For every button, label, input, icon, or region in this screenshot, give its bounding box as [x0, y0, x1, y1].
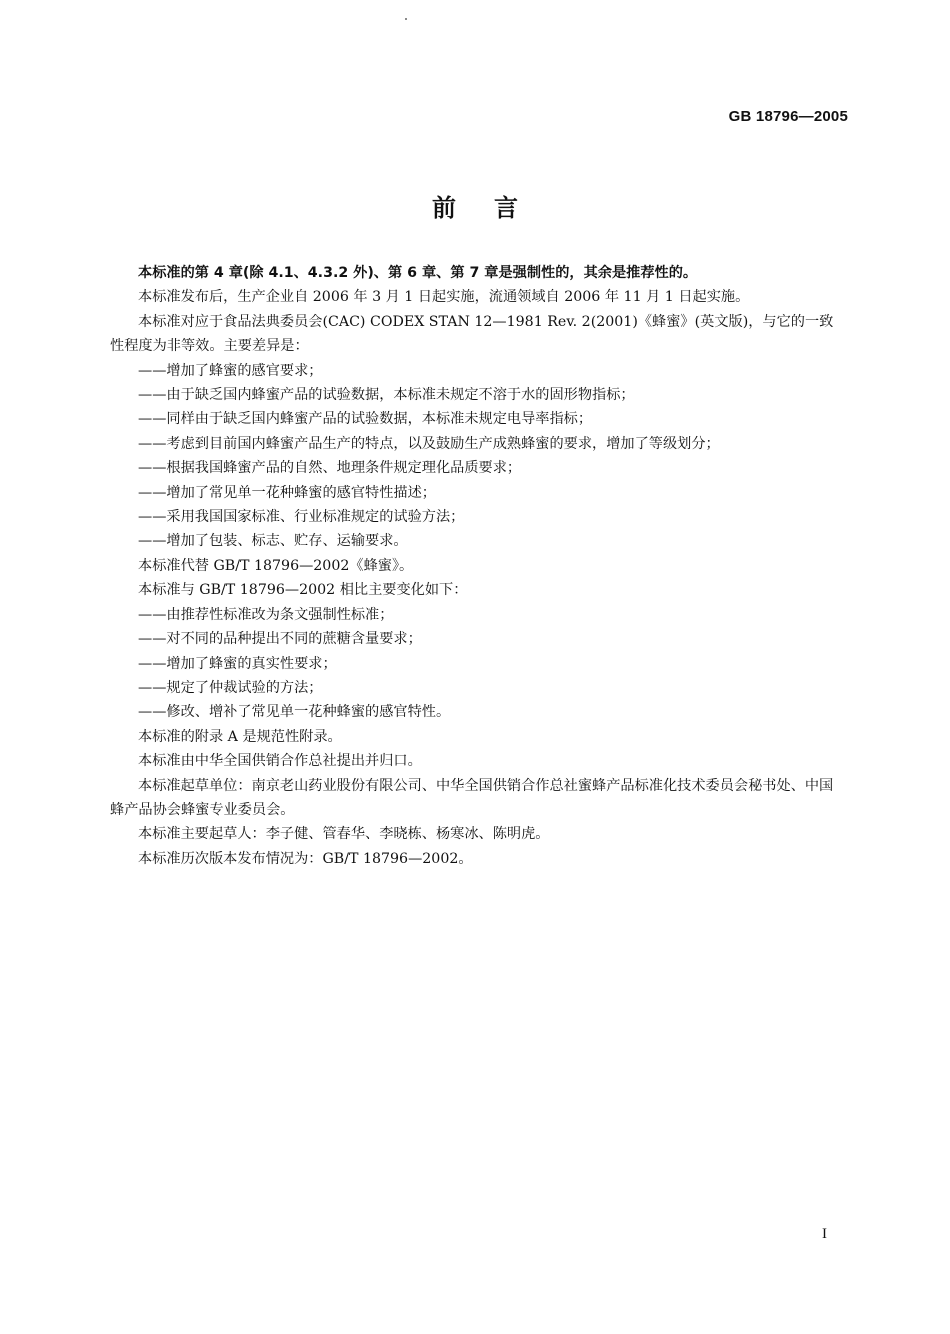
list-item: ——增加了包装、标志、贮存、运输要求。	[138, 533, 408, 550]
changes-list	[110, 603, 845, 725]
page-title: 前言	[432, 194, 556, 222]
paragraph-mandatory-chapters: 本标准的第 4 章(除 4.1、4.3.2 外)、第 6 章、第 7 章是强制性的，其余是推荐性的。	[138, 265, 698, 281]
list-item: ——修改、增补了常见单一花种蜂蜜的感官特性。	[138, 704, 451, 721]
list-item: ——对不同的品种提出不同的蔗糖含量要求；	[138, 631, 422, 648]
differences-list	[110, 359, 845, 554]
foreword-body	[110, 261, 845, 871]
paragraph-proposer: 本标准由中华全国供销合作总社提出并归口。	[138, 753, 422, 770]
list-item: ——根据我国蜂蜜产品的自然、地理条件规定理化品质要求；	[138, 460, 522, 477]
list-item: ——由推荐性标准改为条文强制性标准；	[138, 606, 394, 623]
list-item: ——增加了蜂蜜的真实性要求；	[138, 655, 337, 672]
scan-speck	[405, 18, 407, 20]
document-code: GB 18796—2005	[728, 108, 848, 125]
list-item: ——考虑到目前国内蜂蜜产品生产的特点，以及鼓励生产成熟蜂蜜的要求，增加了等级划分；	[138, 435, 720, 452]
list-item: ——增加了蜂蜜的感官要求；	[138, 362, 323, 379]
page-number: I	[822, 1226, 827, 1242]
paragraph-implementation-dates: 本标准发布后，生产企业自 2006 年 3 月 1 日起实施，流通领域自 2006 年 11 月 1 日起实施。	[138, 289, 750, 306]
list-item: ——由于缺乏国内蜂蜜产品的试验数据，本标准未规定不溶于水的固形物指标；	[138, 387, 635, 404]
list-item: ——同样由于缺乏国内蜂蜜产品的试验数据，本标准未规定电导率指标；	[138, 411, 593, 428]
paragraph-drafting-units: 本标准起草单位：南京老山药业股份有限公司、中华全国供销合作总社蜜蜂产品标准化技术委员会秘书处、中国蜂产品协会蜂蜜专业委员会。	[110, 777, 834, 818]
paragraph-replaces: 本标准代替 GB/T 18796—2002《蜂蜜》。	[138, 557, 414, 574]
list-item: ——增加了常见单一花种蜂蜜的感官特性描述；	[138, 484, 436, 501]
paragraph-version-history: 本标准历次版本发布情况为：GB/T 18796—2002。	[138, 850, 473, 867]
paragraph-appendix: 本标准的附录 A 是规范性附录。	[138, 728, 342, 745]
paragraph-codex-correspondence: 本标准对应于食品法典委员会(CAC) CODEX STAN 12—1981 Rev. 2(2001)《蜂蜜》(英文版)，与它的一致性程度为非等效。主要差异是：	[110, 313, 834, 355]
list-item: ——规定了仲裁试验的方法；	[138, 679, 323, 696]
paragraph-main-changes: 本标准与 GB/T 18796—2002 相比主要变化如下：	[138, 582, 468, 599]
list-item: ——采用我国国家标准、行业标准规定的试验方法；	[138, 509, 465, 526]
paragraph-drafters: 本标准主要起草人：李子健、管春华、李晓栋、杨寒冰、陈明虎。	[138, 826, 550, 843]
